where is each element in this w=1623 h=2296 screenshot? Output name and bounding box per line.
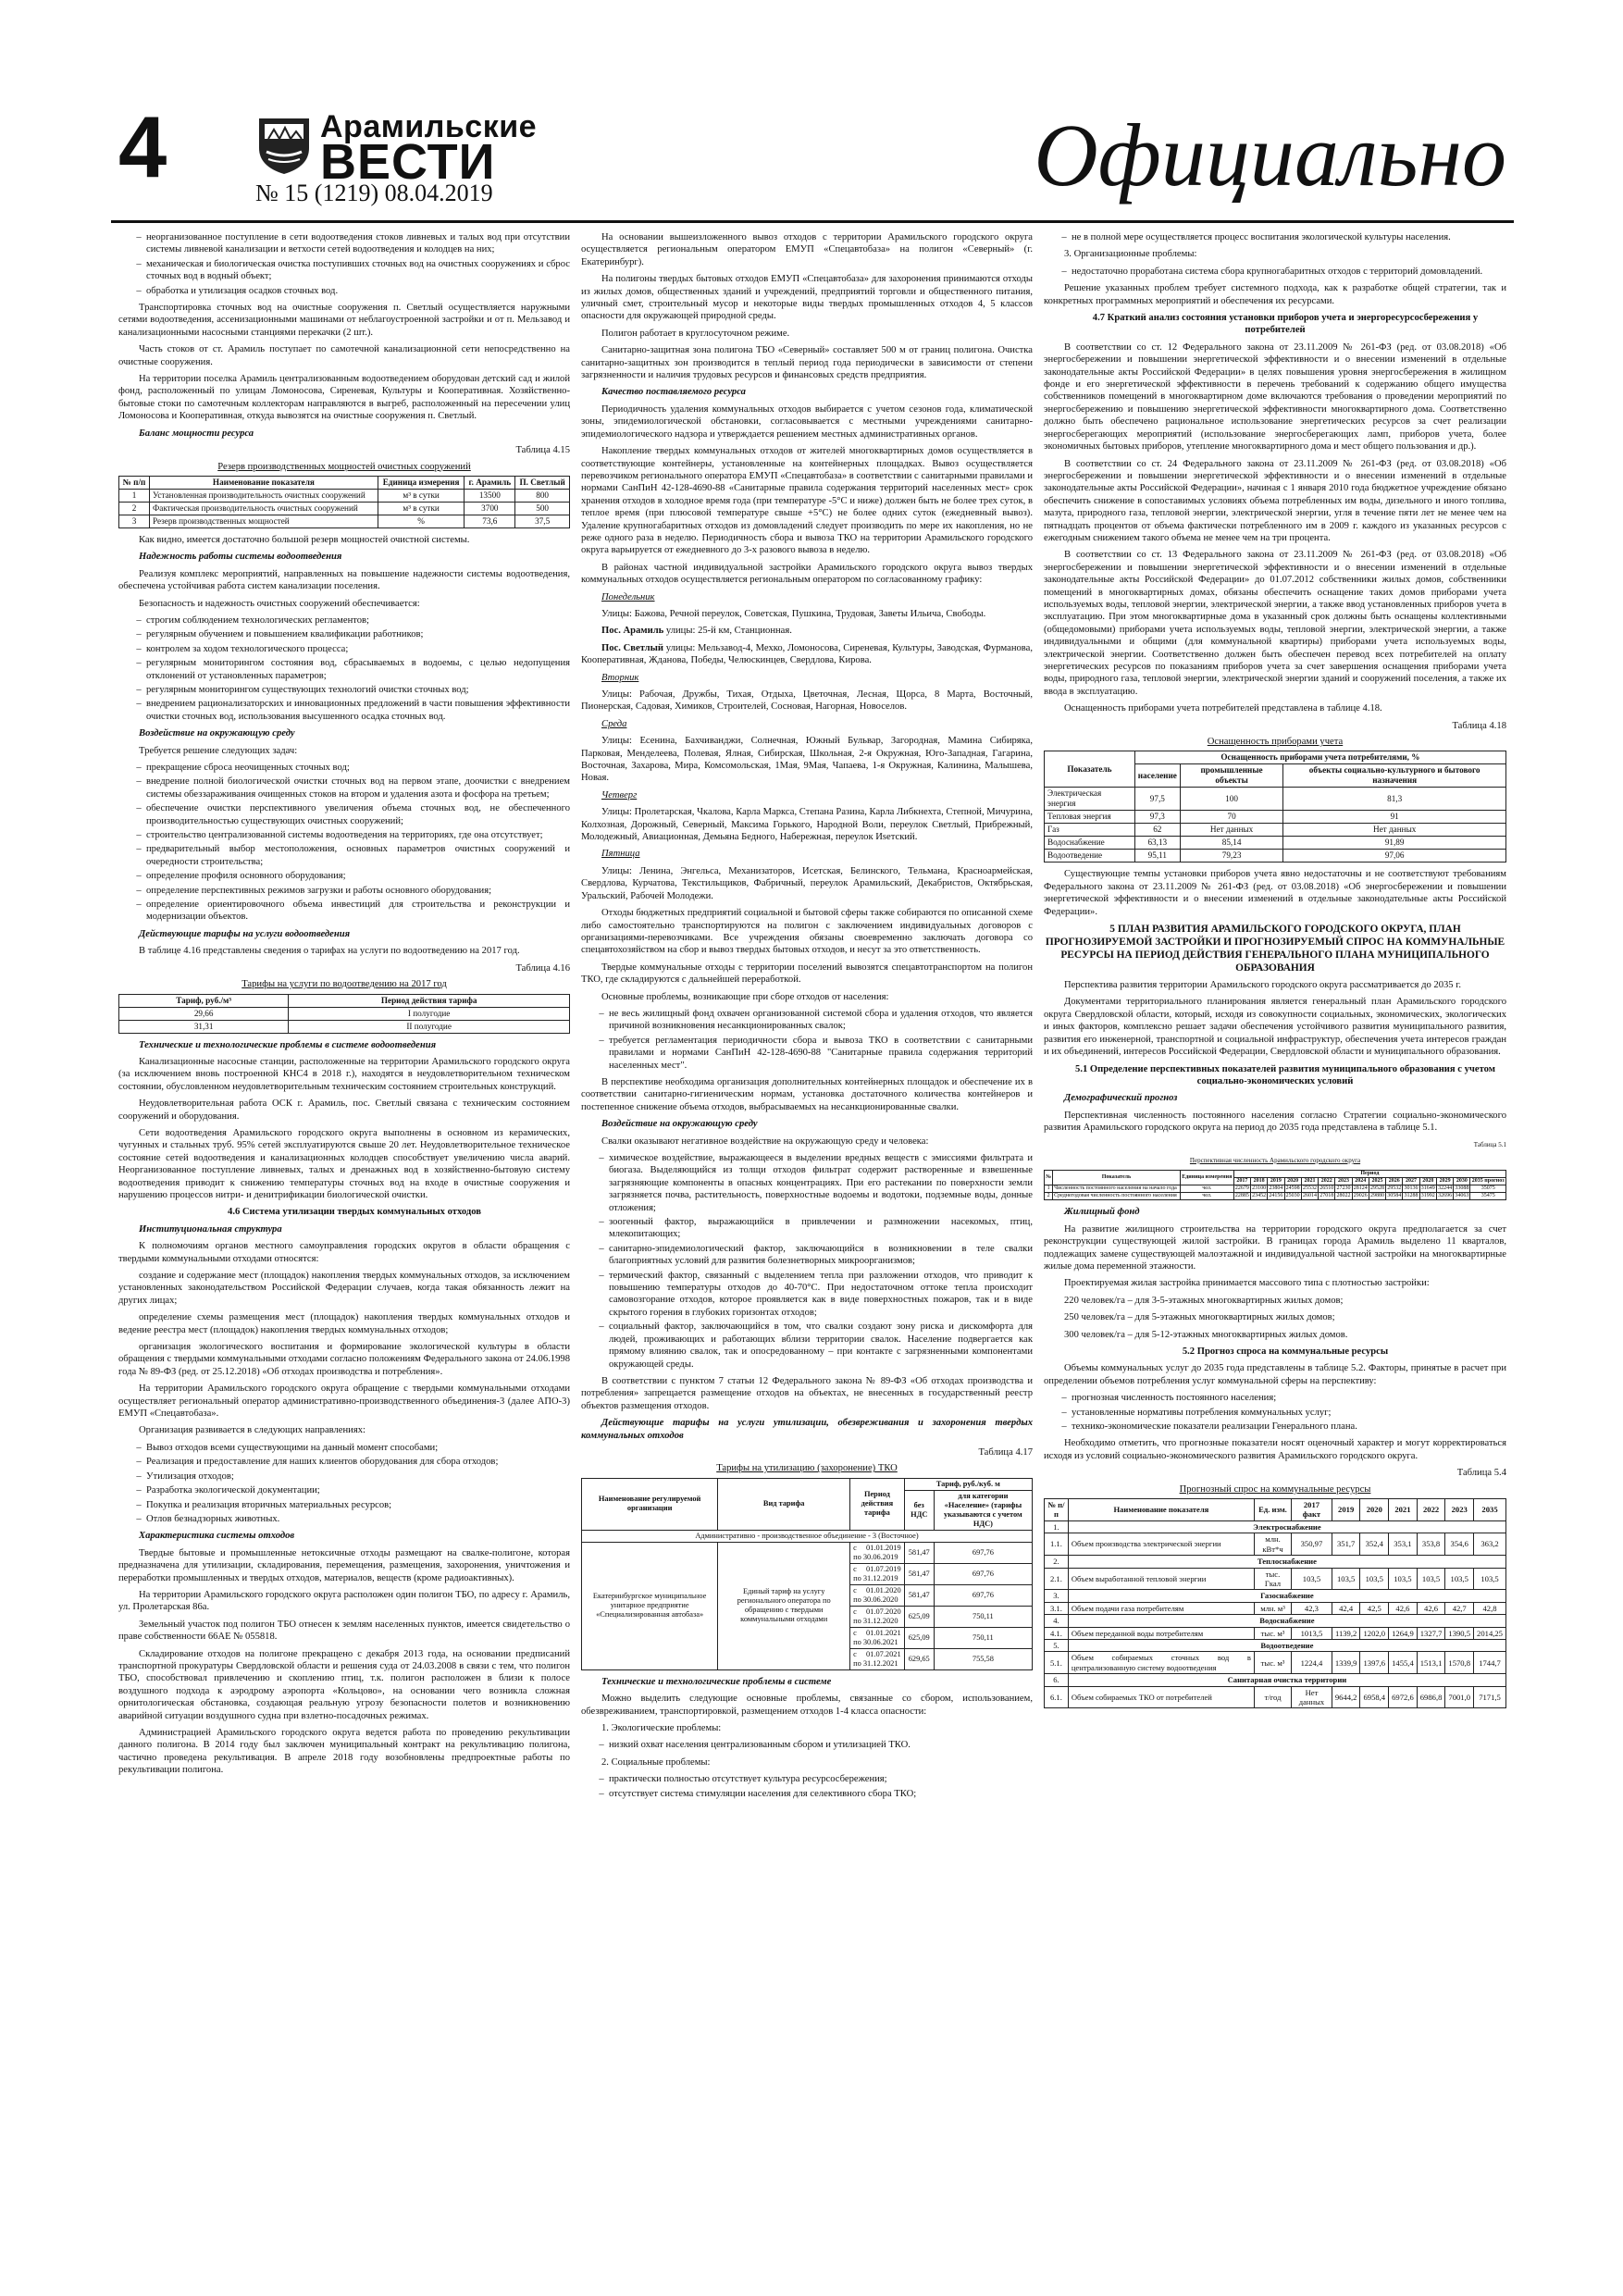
table-number: Таблица 5.1 <box>1473 1140 1506 1148</box>
paragraph: 2. Социальные проблемы: <box>601 1756 711 1768</box>
list-item: • прогнозная численность постоянного населения; <box>1072 1392 1506 1404</box>
paragraph: Улицы: Пролетарская, Чкалова, Карла Маркса, Степана Разина, Карла Либкнехта, Степной, Мичурина, Колхозная, Дорожный, Северный, Максима Горького, Народной Воли, переулок Светлый, Прибрежный, Молодежный, Авиационная, Демьяна Бедного, Набережная, переулок Иsетский. <box>581 807 1033 843</box>
table-header: Тариф, руб./куб. м <box>904 1478 1032 1490</box>
list-item: • регулярным мониторингом состояния вод, сбрасываемых в водоемы, с целью недопущения отклонений от установленных параметров; <box>146 657 570 682</box>
header-divider <box>111 220 1514 223</box>
paragraph: Организация развивается в следующих направлениях: <box>139 1425 365 1436</box>
paragraph: Администрацией Арамильского городского округа ведется работа по проведению рекультивации данного полигона. В 2014 году был заключен муниципальный контракт на рекультивацию полигона, частично проведена рекультивация. В апреле 2018 году возобновлены предпроектные работы по рекультивации полигона. <box>118 1728 570 1776</box>
table-header: Наименование показателя <box>150 476 378 489</box>
subheading: Действующие тарифы на услуги водоотведения <box>139 928 351 939</box>
table-row: 2 Фактическая производительность очистных сооружений м³ в сутки 3700 500 <box>119 502 570 515</box>
section-heading: 4.6 Система утилизации твердых коммунальных отходов <box>228 1207 481 1218</box>
subheading: Характеристика системы отходов <box>139 1531 295 1542</box>
waste-tariff-table <box>581 1478 1033 1670</box>
table-header: П. Светлый <box>515 476 570 489</box>
table-header: г. Арамиль <box>465 476 515 489</box>
list-item: • санитарно-эпидемиологический фактор, заключающийся в возникновении в теле свалки благоприятных условий для развития болезнетворных микроорганизмов; <box>609 1243 1033 1268</box>
weekday-label: Понедельник <box>601 591 655 602</box>
table-caption: Тарифы на услуги по водоотведению на 2017 год <box>242 979 447 990</box>
table-row: Водоотведение 95,11 79,23 97,06 <box>1045 850 1506 863</box>
weekday-label: Пятница <box>601 849 640 860</box>
chapter-heading: 5 ПЛАН РАЗВИТИЯ АРАМИЛЬСКОГО ГОРОДСКОГО ОКРУГА, ПЛАН ПРОГНОЗИРУЕМОЙ ЗАСТРОЙКИ И ПРОГНОЗИРУЕМЫЙ СПРОС НА КОММУНАЛЬНЫЕ РЕСУРСЫ НА ПЕРИОД ДЕЙСТВИЯ ГЕНЕРАЛЬНОГО ПЛАНА МУНИЦИПАЛЬНОГО ОБРАЗОВАНИЯ <box>1045 924 1505 974</box>
table-row: 3.1. Объем подачи газа потребителям млн. м³ 42,3 42,4 42,5 42,6 42,6 42,7 42,8 <box>1045 1602 1506 1614</box>
paragraph: Необходимо отметить, что прогнозные показатели носят оценочный характер и могут корректироваться исходя из условий социально-экономического развития Арамильского городского округа. <box>1044 1438 1506 1461</box>
list-item: • не весь жилищный фонд охвачен организованной системой сбора и удаления отходов, что является причиной возникновения несанкционированных свалок; <box>609 1008 1033 1033</box>
list-item: • определение профиля основного оборудования; <box>146 870 570 882</box>
table-row: 4.1. Объем переданной воды потребителям тыс. м³ 1013,5 1139,2 1202,0 1264,9 1327,7 1390,5 2014,25 <box>1045 1627 1506 1639</box>
list-item: • технико-экономические показатели реализации Генерального плана. <box>1072 1421 1506 1433</box>
masthead <box>118 98 1506 213</box>
paragraph: Проектируемая жилая застройка принимается массового типа с плотностью застройки: <box>1064 1278 1430 1289</box>
paragraph: В соответствии со ст. 12 Федерального закона от 23.11.2009 № 261-ФЗ (ред. от 03.08.2018) «Об энергосбережении и повышении энергетической эффективности и о внесении изменений в отдельные законодательные акты Российской Федерации» в целях повышения уровня энергосбережения в жилищном фонде и его энергетической эффективности в перечень требований к содержанию общего имущества собственников помещений в многоквартирном доме включаются требования о проведении мероприятий по энергосбережению и повышению энергетической эффективности многоквартирного дома. Соответственно должно быть обеспечено рациональное использование энергетических ресурсов за счет реализации энергосберегающих мероприятий (использование энергосберегающих ламп, приборов учета, более экономичных бытовых приборов, утепление многоквартирного дома и мест общего пользования и др.). <box>1044 341 1506 453</box>
table-row: Водоснабжение 63,13 85,14 91,89 <box>1045 837 1506 850</box>
paragraph: Перспективная численность постоянного населения согласно Стратегии социально-экономического развития Арамильского городского округа на период до 2035 года представлена в таблице 5.1. <box>1044 1110 1506 1134</box>
paragraph: Улицы: Рабочая, Дружбы, Тихая, Отдыха, Цветочная, Лесная, Щорса, 8 Марта, Восточный, Пионерская, Садовая, Химиков, Строителей, Сосновая, Нагорная, Новоселов. <box>581 689 1033 713</box>
list-item: • социальный фактор, заключающийся в том, что свалки создают зону риска и дискомфорта для людей, проживающих и работающих вблизи территории свалок. Население подвергается как прямому влиянию свалок, так и опосредованному – при контакте с загрязненными компонентами окружающей среды. <box>609 1321 1033 1371</box>
table-number: Таблица 5.4 <box>1456 1468 1506 1479</box>
paragraph: На территории Арамильского городского округа расположен один полигон ТБО, по адресу г. Арамиль, ул. Пролетарская 86а. <box>118 1589 570 1613</box>
table-row: с 01.01.2021 по 30.06.2021 625,09 750,11 <box>582 1627 1033 1648</box>
list <box>118 1442 570 1525</box>
list-item: • неорганизованное поступление в сети водоотведения стоков ливневых и талых вод при отсутствии системы ливневой канализации и ветхости сетей водоотведения и колодцев на них; <box>146 231 570 256</box>
table-header: население <box>1134 764 1180 788</box>
table-header: Единица измерения <box>378 476 465 489</box>
list-item: • Реализация и предоставление для наших клиентов оборудования для сбора отходов; <box>146 1456 570 1468</box>
list-item: • обеспечение очистки перспективного увеличения объема сточных вод, не обеспеченного производительностью существующих очистных сооружений; <box>146 802 570 827</box>
list <box>581 1739 1033 1751</box>
paragraph: Земельный участок под полигон ТБО отнесен к землям населенных пунктов, имеется свидетельство о праве собственности 66АЕ № 055818. <box>118 1619 570 1643</box>
table-header: без НДС <box>904 1490 934 1530</box>
paragraph: На территории Арамильского городского округа обращение с твердыми коммунальными отходами осуществляет региональный оператор административно-производственного объединения-3 (далее АПО-3) ЕМУП «Спецавтобаза». <box>118 1384 570 1420</box>
paragraph: 3. Организационные проблемы: <box>1064 249 1197 260</box>
paragraph: Сети водоотведения Арамильского городского округа выполнены в основном из керамических, чугунных и стальных труб. 95% сетей эксплуатируются свыше 20 лет. Неудовлетворительное техническое состояние сетей водоотведения и канализационных колодцев способствует увеличению числа аварий. Неорганизованное поступление ливневых, талых и дренажных вод в хозяйственно-бытовую систему водоотведения приводит к снижению температуры сточных вод на входе в очистные сооружения и нарушению процессов нитри- и денитрификации биологической очистки. <box>118 1127 570 1200</box>
list-item: • установленные нормативы потребления коммунальных услуг; <box>1072 1407 1506 1419</box>
city-emblem-icon <box>255 111 313 176</box>
paragraph: организация экологического воспитания и формирование экологической культуры в области обращения с твердыми коммунальными отходами согласно положениям Федерального закона от 24.06.1998 года № 89-ФЗ (ред. от 25.12.2018) «Об отходах производства и потребления». <box>118 1342 570 1377</box>
table-number: Таблица 4.15 <box>515 445 570 456</box>
paragraph: Оснащенность приборами учета потребителей представлена в таблице 4.18. <box>1064 703 1382 714</box>
list-item: • Утилизация отходов; <box>146 1471 570 1483</box>
paragraph: Твердые бытовые и промышленные нетоксичные отходы размещают на свалке-полигоне, которая предназначена для утилизации, складирования, перемещения, размещения, захоронения, уничтожения и переработки промышленных и твердых отходов, материалов, веществ (кроме радиоактивных). <box>118 1547 570 1583</box>
paragraph: Документами территориального планирования является генеральный план Арамильского городского округа Свердловской области, который, исходя из совокупности социальных, экономических, экологических и иных факторов, комплексно решает задачи обеспечения устойчивого развития муниципального развития, развития его инженерной, транспортной и социальной инфраструктур, обеспечения учета интересов граждан и их объединений, интересов Российской Федерации, Свердловской области и муниципального образования. <box>1044 997 1506 1058</box>
table-row: Екатеринбургское муниципальное унитарное предприятие «Специализированная автобаза» Единый тариф на услугу регионального оператора по обращению с твердыми коммунальными отходами с 01.01.2019 по 30.06.2019 581,47 697,76 <box>582 1542 1033 1563</box>
paragraph: Свалки оказывают негативное воздействие на окружающую среду и человека: <box>601 1136 929 1147</box>
list-item: • обработка и утилизация осадков сточных вод. <box>146 285 570 297</box>
logo-top-text: Арамильские <box>320 109 538 144</box>
paragraph: Улицы: Бажова, Речной переулок, Советская, Пушкина, Трудовая, Заветы Ильича, Свободы. <box>601 608 986 619</box>
issue-number: № 15 (1219) 08.04.2019 <box>255 180 493 206</box>
paragraph: Складирование отходов на полигоне прекращено с декабря 2013 года, на основании предписаний транспортной прокуратуры Свердловской области и решения суда от 24.03.2008 в связи с тем, что полигон ТБО, способствовал привлечению и скоплению птиц, т.к. полигон расположен в близи к полосе воздушного подхода к аэродрому аэропорта «Кольцово», на основании чего возникла сложная орнитологическая обстановка, создающая реальную угрозу безопасности полетов и возникновению аварийной ситуации воздушного судна при взлетно-посадочных режимах. <box>118 1648 570 1721</box>
settlement-label: Пос. Светлый <box>601 642 663 653</box>
table-caption: Резерв производственных мощностей очистных сооружений <box>217 461 471 472</box>
table-caption: Тарифы на утилизацию (захоронение) ТКО <box>716 1463 898 1474</box>
table-header: для категории «Население» (тарифы указываются с учетом НДС) <box>934 1490 1032 1530</box>
subheading: Технические и технологические проблемы в системе <box>601 1676 832 1687</box>
paragraph: Объемы коммунальных услуг до 2035 года представлены в таблице 5.2. Факторы, принятые в расчет при определении объемов потребления услуг коммунальной сферы на перспективу: <box>1044 1363 1506 1386</box>
paragraph: Накопление твердых коммунальных отходов от жителей многоквартирных домов осуществляется в соответствующие контейнеры, установленные на контейнерных площадках. Вывоз осуществляется перевозчиком регионального оператора ЕМУП «Спецавтобаза» в соответствии с санитарными правилами и нормами СанПиН 42-128-4690-88 «Санитарные правила содержания территорий населенных мест» срок хранения отходов в холодное время года (при температуре -5°С и ниже) должен быть не более трех суток, в теплое время (при плюсовой температуре свыше +5°С) не более одних суток (ежедневный вывоз). Удаление крупногабаритных отходов из домовладений следует производить по мере их накопления, но не реже одного раза в неделю. Периодичность сбора и вывоза ТКО на территории Арамильского городского округа варьируется от ежедневного до 3-х разового вывоза в неделю. <box>581 446 1033 556</box>
subheading: Технические и технологические проблемы в системе водоотведения <box>139 1039 437 1050</box>
list <box>581 1008 1033 1072</box>
list-item: • зоогенный фактор, выражающийся в привлечении и размножении насекомых, птиц, млекопитающих; <box>609 1216 1033 1241</box>
table-section-row: 3. Газоснабжение <box>1045 1590 1506 1602</box>
table-section-row: 4. Водоснабжение <box>1045 1615 1506 1627</box>
list-item: • Разработка экологической документации; <box>146 1484 570 1496</box>
capacity-reserve-table <box>118 476 570 528</box>
table-header: промышленные объекты <box>1180 764 1282 788</box>
table-row: с 01.07.2021 по 31.12.2021 629,65 755,58 <box>582 1648 1033 1669</box>
table-header: Наименование регулируемой организации <box>582 1478 718 1530</box>
paragraph: Решение указанных проблем требует системного подхода, как к разработке общей стратегии, так и конкретных программных мероприятий и обеспечения их ресурсами. <box>1044 283 1506 306</box>
list-item: • внедрение полной биологической очистки сточных вод на первом этапе, доочистки с внедрением системы обеззараживания очищенных стоков на втором и удаления азота и фосфора на третьем; <box>146 776 570 800</box>
paragraph: В соответствии со ст. 24 Федерального закона от 23.11.2009 № 261-ФЗ (ред. от 03.08.2018) «Об энергосбережении и повышении энергетической эффективности и о внесении изменений в отдельные законодательные акты Российской Федерации», начиная с 1 января 2010 года бюджетное учреждение обязано обеспечить снижение в сопоставимых условиях объема потребленных им воды, дизельного и иного топлива, мазута, природного газа, тепловой энергии, электрической энергии, угля в течение пяти лет не менее чем на пятнадцать процентов от объема фактически потребленного им в 2009 г. каждого из указанных ресурсов с ежегодным снижением такого объема не менее чем на три процента. <box>1044 458 1506 543</box>
settlement-label: Пос. Арамиль <box>601 626 664 637</box>
list-item: • строительство централизованной системы водоотведения на территориях, где она отсутствует; <box>146 829 570 841</box>
list-item: • практически полностью отсутствует культура ресурсосбережения; <box>609 1773 1033 1785</box>
table-row: 2.1. Объем выработанной тепловой энергии тыс. Гкал 103,5 103,5 103,5 103,5 103,5 103,5 103,5 <box>1045 1568 1506 1590</box>
section-heading: 5.2 Прогноз спроса на коммунальные ресурсы <box>1182 1347 1389 1357</box>
population-forecast-table: № Показатель Единица измерения Период 2017 2018 2019 2020 2021 2022 2023 2024 2025 2026 2027 2028 2029 2030 2035 прогноз 1 Численность постоянного населения на начало года чел. 22679 23100 23804 24598 25532 26510 27230 28124 29528 29532 30136 31649 32244 33088 35075 2 Среднегодовая численность постоянного населения чел. 22885 23452 24156 25030 26014 27018 28022 29026 29880 30584 31288 31992 32696 34063 35475 <box>1046 1171 1505 1199</box>
list-item: • прекращение сброса неочищенных сточных вод; <box>146 762 570 774</box>
paragraph: Неудовлетворительная работа ОСК г. Арамиль, пос. Светлый связана с техническим состоянием сооружений и оборудования. <box>118 1098 570 1122</box>
wastewater-tariff-table <box>118 994 570 1034</box>
list <box>581 1152 1033 1371</box>
list <box>581 1773 1033 1800</box>
list-item: • определение ориентировочного объема инвестиций для строительства и реконструкции и модернизации объектов. <box>146 899 570 924</box>
paragraph: Твердые коммунальные отходы с территории поселений вывозятся спецавтотранспортом на полигон ТКО, где складируются с дальнейшей переработкой. <box>581 962 1033 986</box>
list <box>1044 1392 1506 1433</box>
table-section-row: 6. Санитарная очистка территории <box>1045 1674 1506 1686</box>
table-section-row: 1. Электроснабжение <box>1045 1520 1506 1533</box>
list-item: • механическая и биологическая очистка поступивших сточных вод на очистных сооружениях и сброс сточных вод в водный объект; <box>146 258 570 283</box>
subheading: Качество поставляемого ресурса <box>601 387 746 398</box>
subheading: Институциональная структура <box>139 1223 282 1235</box>
table-row: Газ 62 Нет данных Нет данных <box>1045 824 1506 837</box>
list <box>1044 231 1506 243</box>
logo-main-text: ВЕСТИ <box>320 134 496 190</box>
column-2 <box>581 231 1033 2277</box>
table-header: Вид тарифа <box>718 1478 850 1530</box>
table-header: Показатель <box>1045 751 1135 788</box>
paragraph: 250 человек/га – для 5-этажных многоквартирных жилых домов; <box>1064 1312 1335 1323</box>
subheading: Воздействие на окружающую среду <box>601 1119 758 1130</box>
subheading: Баланс мощности ресурса <box>139 428 254 439</box>
section-heading: 5.1 Определение перспективных показателей развития муниципального образования с учетом социально-экономических условий <box>1075 1063 1495 1086</box>
subheading: Жилищный фонд <box>1064 1207 1140 1218</box>
column-3 <box>1044 231 1506 2277</box>
paragraph: Канализационные насосные станции, расположенные на территории Арамильского городского округа (за исключением вновь построенной КНС4 в 2018 г.), находятся в неудовлетворительном техническом состоянии, обусловленном неудовлетворительным техническим состоянием строительных конструкций. <box>118 1056 570 1092</box>
list-item: • Покупка и реализация вторичных материальных ресурсов; <box>146 1499 570 1511</box>
paragraph: Санитарно-защитная зона полигона ТБО «Северный» составляет 500 м от границ полигона. Очистка санитарно-защитных зон производится в теплый период года периодически в зависимости от степени загрязненности и наличия трудовых ресурсов и финансовых средств предприятия. <box>581 345 1033 381</box>
subheading: Действующие тарифы на услуги утилизации, обезвреживания и захоронения твердых коммунальных отходов <box>581 1418 1033 1441</box>
table-header: Тариф, руб./м³ <box>119 994 289 1007</box>
paragraph: Улицы: Есенина, Бахчиванджи, Солнечная, Южный Бульвар, Загородная, Мамина Сибиряка, Парковая, Менделеева, Полевая, Ялная, Сибирская, Школьная, 2-я Окружная, Юго-Западная, Гагарина, Восточная, Захарова, Мира, Комсомольская, 1Мая, 9Мая, Чапаева, 1-я Окружная, Калинина, Малышева, Новая. <box>581 736 1033 784</box>
list-item: • регулярным обучением и повышением квалификации работников; <box>146 628 570 640</box>
table-number: Таблица 4.18 <box>1452 720 1506 731</box>
column-1 <box>118 231 570 2277</box>
table-header: Период действия тарифа <box>850 1478 905 1530</box>
list-item: • Вывоз отходов всеми существующими на данный момент способами; <box>146 1442 570 1454</box>
table-row: 5.1. Объем собираемых сточных вод в централизованную систему водоотведения тыс. м³ 1224,4 1339,9 1397,6 1455,4 1513,1 1570,8 1744,7 <box>1045 1652 1506 1674</box>
paragraph: На развитие жилищного строительства на территории городского округа предполагается за счет реконструкции существующей жилой застройки. В границах города Арамиль выделено 11 кварталов, подлежащих замене существующей малоэтажной и индивидуальной частной застройки на многоквартирные жилые дома переменной этажности. <box>1044 1223 1506 1272</box>
weekday-label: Четверг <box>601 789 638 800</box>
paragraph: Периодичность удаления коммунальных отходов выбирается с учетом сезонов года, климатической зоны, эпидемиологической обстановки, согласовывается с местными учреждениями санитарно-эпидемиологического надзора и утверждается решением местных административных органов. <box>581 403 1033 440</box>
paragraph: определение схемы размещения мест (площадок) накопления твердых коммунальных отходов и ведение реестра мест (площадок) накопления твердых коммунальных отходов; <box>118 1312 570 1335</box>
paragraph: Пос. Светлый улицы: Мельзавод-4, Мехко, Ломоносова, Сиреневая, Культуры, Заводская, Фурманова, Кооперативная, Жданова, Победы, Челюскинцев, Свердлова, Кирова. <box>581 642 1033 666</box>
table-row: 31,31 II полугодие <box>119 1020 570 1033</box>
table-section-row: 5. Водоотведение <box>1045 1639 1506 1651</box>
resource-demand-table: № п/п Наименование показателя Ед. изм. 2017 факт 2019 2020 2021 2022 2023 2035 1. Электроснабжение 1.1. Объем производства электрической энергии млн. кВт*ч 350,97 351,7 352,4 353,1 353,8 354,6 363,2 2. Теплоснабжение 2.1. Объем выработанной тепловой энергии тыс. Гкал 103,5 103,5 103,5 103,5 103,5 103,5 103,5 3. Газоснабжение 3.1. Объем подачи газа потребителям млн. м³ 42,3 42,4 42,5 42,6 42,6 42,7 42,8 4. Водоснабжение 4.1. Объем переданной воды потребителям тыс. м³ 1013,5 1139,2 1202,0 1264,9 1327,7 1390,5 2014,25 5. Водоотведение 5.1. Объем собираемых сточных вод в централизованную систему водоотведения тыс. м³ 1224,4 1339,9 1397,6 1455,4 1513,1 1570,8 1744,7 6. Санитарная очистка территории 6.1. Объем собираемых ТКО от потребителей т/год Нет данных 9644,2 6958,4 6972,6 6986,8 7001,0 7171,5 <box>1044 1498 1506 1708</box>
table-header: Период действия тарифа <box>289 994 570 1007</box>
table-caption: Перспективная численность Арамильского городского округа <box>1189 1156 1361 1164</box>
list-item: • не в полной мере осуществляется процесс воспитания экологической культуры населения. <box>1072 231 1506 243</box>
paragraph: На полигоны твердых бытовых отходов ЕМУП «Спецавтобаза» для захоронения принимаются отходы из жилых домов, общественных зданий и учреждений, предприятий торговли и общественного питания, уличный смет, строительный мусор и некоторые виды твердых промышленных отходов 4, 5 классов опасности для окружающей природной среды. <box>581 274 1033 322</box>
list <box>118 614 570 723</box>
list-item: • низкий охват населения централизованным сбором и утилизацией ТКО. <box>609 1739 1033 1751</box>
table-row: 29,66 I полугодие <box>119 1007 570 1020</box>
table-number: Таблица 4.16 <box>515 962 570 974</box>
paragraph: 1. Экологические проблемы: <box>601 1722 722 1733</box>
table-caption: Оснащенность приборами учета <box>1207 737 1344 748</box>
subheading: Демографический прогноз <box>1064 1093 1178 1104</box>
paragraph: Транспортировка сточных вод на очистные сооружения п. Светлый осуществляется наружными сетями водоотведения, ассенизационными машинами от неблагоустроенной застройки и от п. Мельзавод и канализационными насосными станциями перекачки (2 шт.). <box>118 303 570 338</box>
paragraph: Требуется решение следующих задач: <box>139 745 298 756</box>
table-row: с 01.07.2019 по 31.12.2019 581,47 697,76 <box>582 1563 1033 1584</box>
paragraph: В соответствии с пунктом 7 статьи 12 Федерального закона № 89-ФЗ «Об отходах производства и потребления» запрещается размещение отходов на объектах, не внесенных в государственный реестр объектов размещения отходов. <box>581 1375 1033 1411</box>
table-number: Таблица 4.17 <box>978 1446 1033 1458</box>
paragraph: Безопасность и надежность очистных сооружений обеспечивается: <box>139 598 420 609</box>
table-section-row: 2. Теплоснабжение <box>1045 1556 1506 1568</box>
table-row: Тепловая энергия 97,3 70 91 <box>1045 811 1506 824</box>
table-row: 1.1. Объем производства электрической энергии млн. кВт*ч 350,97 351,7 352,4 353,1 353,8 354,6 363,2 <box>1045 1533 1506 1556</box>
table-body <box>1045 1520 1506 1708</box>
table-row: с 01.01.2020 по 30.06.2020 581,47 697,76 <box>582 1584 1033 1606</box>
table-row: 2 Среднегодовая численность постоянного населения чел. 22885 23452 24156 25030 26014 27018 28022 29026 29880 30584 31288 31992 32696 34063 35475 <box>1045 1193 1506 1200</box>
paragraph: К полномочиям органов местного самоуправления городских округов в области обращения с твердыми коммунальными отходами относятся: <box>118 1241 570 1264</box>
paragraph: создание и содержание мест (площадок) накопления твердых коммунальных отходов, за исключением установленных законодательством Российской Федерации случаев, когда такая обязанность лежит на других лицах; <box>118 1271 570 1306</box>
paragraph: В перспективе необходима организация дополнительных контейнерных площадок и обеспечение их в соответствии санитарно-гигиеническим нормам, установка достаточного количества контейнеров и постепенное снижение объема отходов, выбрасываемых на несанкционированные свалки. <box>581 1076 1033 1112</box>
paragraph: Основные проблемы, возникающие при сборе отходов от населения: <box>601 991 889 1002</box>
list-item: • термический фактор, связанный с выделением тепла при разложении отходов, что приводит к повышению температуры отходов до 40-70°С. При недостаточном оттоке тепла происходит самовозгорание отходов, которое проявляется как в виде поверхностных пожаров, так и в виде скрытого горения в глубоких горизонтах отходов; <box>609 1270 1033 1320</box>
table-header: объекты социально-культурного и бытового назначения <box>1283 764 1506 788</box>
list-item: • требуется регламентация периодичности сбора и вывоза ТКО в соответствии с санитарными правилами и нормами СанПиН 42-128-4690-88 "Санитарные правила содержания территорий населенных мест". <box>609 1035 1033 1072</box>
paragraph: Отходы бюджетных предприятий социальной и бытовой сферы также собираются по описанной схеме либо самостоятельно транспортируются на полигон с заключением индивидуальных договоров с организациями-перевозчиками. Все учреждения обязаны своевременно заключать договора со спецавтохозяйством на сбор и вывоз твердых бытовых отходов, и несут за это ответственность. <box>581 908 1033 956</box>
table-row: с 01.07.2020 по 31.12.2020 625,09 750,11 <box>582 1606 1033 1627</box>
table-caption: Прогнозный спрос на коммунальные ресурсы <box>1179 1483 1371 1495</box>
table-row: 6.1. Объем собираемых ТКО от потребителей т/год Нет данных 9644,2 6958,4 6972,6 6986,8 7001,0 7171,5 <box>1045 1686 1506 1708</box>
list-item: • внедрением рационализаторских и инновационных предложений в части повышения эффективности очистки сточных вод, использования высушенного осадка сточных вод. <box>146 698 570 723</box>
paragraph: 220 человек/га – для 3-5-этажных многоквартирных жилых домов; <box>1064 1295 1344 1306</box>
list-item: • предварительный выбор местоположения, основных параметров очистных сооружений и очередности строительства; <box>146 843 570 868</box>
table-header: № п/п <box>119 476 150 489</box>
paragraph: На основании вышеизложенного вывоз отходов с территории Арамильского городского округа осуществляется региональным оператором ЕМУП «Спецавтобаза» на полигон «Северный» (г. Екатеринбург). <box>581 232 1033 267</box>
paragraph: Пос. Арамиль улицы: 25-й км, Станционная. <box>601 626 792 637</box>
list-item: • Отлов безнадзорных животных. <box>146 1513 570 1525</box>
table-header: Оснащенность приборами учета потребителями, % <box>1134 751 1505 764</box>
weekday-label: Вторник <box>601 672 639 683</box>
subheading: Воздействие на окружающую среду <box>139 728 295 739</box>
list-item: • контролем за ходом технологического процесса; <box>146 643 570 655</box>
page-number: 4 <box>118 98 167 195</box>
list-item: • строгим соблюдением технологических регламентов; <box>146 614 570 627</box>
paragraph: Полигон работает в круглосуточном режиме. <box>601 328 790 339</box>
list <box>118 762 570 924</box>
paragraph: Улицы: Ленина, Энгельса, Механизаторов, Исетская, Белинского, Тельмана, Красноармейская, Свердлова, Курчатова, Текстильщиков, Фабричный, переулок Арамильский, Декабристов, Октябрьская, Уральский, Рабочей Молодежи. <box>581 865 1033 901</box>
subheading: Надежность работы системы водоотведения <box>139 552 342 563</box>
paragraph: Как видно, имеется достаточно большой резерв мощностей очистной системы. <box>139 534 470 545</box>
paragraph: На территории поселка Арамиль централизованным водоотведением оборудован детский сад и жилой фонд, расположенный по улицам Ломоносова, Сиреневая, Культуры и Кооперативная. Хозяйственно-бытовые стоки по самотечным коллекторам направляются в выгреб, расположенный на пересечении улиц Ломоносова и Кооперативная, откуда вывозятся на очистные сооружения п. Светлый. <box>118 374 570 422</box>
paragraph: Часть стоков от ст. Арамиль поступает по самотечной канализационной сети непосредственно на очистные сооружения. <box>118 344 570 367</box>
metering-table <box>1044 751 1506 863</box>
paragraph: В соответствии со ст. 13 Федерального закона от 23.11.2009 № 261-ФЗ (ред. от 03.08.2018) «Об энергосбережении и повышении энергетической эффективности и о внесении изменений в отдельные законодательные акты Российской Федерации» до 01.07.2012 собственники жилых домов, собственники помещений в многоквартирных домах, обязаны обеспечить оснащение таких домов приборами учета используемых воды, тепловой энергии, электрической энергии, а также ввод установленных приборов учета в эксплуатацию. При этом многоквартирные дома в указанный срок должны быть оснащены коллективными (общедомовыми) приборами учета используемых воды, тепловой энергии, электрической энергии, а также индивидуальными и общими (для коммунальной квартиры) приборами учета используемых воды, электрической энергии. Соответственно должен быть обеспечен перевод всех потребителей на оплату энергетических ресурсов по показаниям приборов учета за счет завершения оснащения приборами учета воды, природного газа, тепловой энергии, электрической энергии зданий и сооружений поселения, а также их ввода в эксплуатацию. <box>1044 550 1506 697</box>
list-item: • химическое воздействие, выражающееся в выделении вредных веществ с эмиссиями фильтрата и биогаза. Выделяющийся из толщи отходов фильтрат содержит растворенные и взвешенные загрязняющие компоненты в опасных концентрациях. При его растекании по поверхности земли загрязняется почва, растительность, поверхностные водоемы и водотоки, подземные воды, донные отложения; <box>609 1152 1033 1214</box>
paragraph: Перспектива развития территории Арамильского городского округа рассматривается до 2035 г. <box>1064 980 1462 991</box>
table-row: Электрическая энергия 97,5 100 81,3 <box>1045 788 1506 811</box>
list-item: • определение перспективных режимов загрузки и работы основного оборудования; <box>146 885 570 897</box>
table-subheader: Административно - производственное объединение - 3 (Восточное) <box>582 1530 1033 1542</box>
paragraph: В таблице 4.16 представлены сведения о тарифах на услуги по водоотведению на 2017 год. <box>139 946 520 957</box>
table-row: 3 Резерв производственных мощностей % 73,6 37,5 <box>119 515 570 527</box>
table-row: 1 Установленная производительность очистных сооружений м³ в сутки 13500 800 <box>119 489 570 502</box>
section-title: Официально <box>1034 105 1506 205</box>
weekday-label: Среда <box>601 718 627 729</box>
paragraph: В районах частной индивидуальной застройки Арамильского городского округа вывоз твердых коммунальных отходов осуществляется региональным оператором по согласованному графику: <box>581 562 1033 586</box>
list <box>1044 266 1506 278</box>
table-row: 1 Численность постоянного населения на начало года чел. 22679 23100 23804 24598 25532 26510 27230 28124 29528 29532 30136 31649 32244 33088 35075 <box>1045 1185 1506 1193</box>
paragraph: Реализуя комплекс мероприятий, направленных на повышение надежности системы водоотведения, обеспечена устойчивая работа систем канализации поселения. <box>118 568 570 592</box>
paragraph: Можно выделить следующие основные проблемы, связанные со сбором, использованием, обезвреживанием, транспортировкой, размещением отходов 1-4 класса опасности: <box>581 1694 1033 1717</box>
list-item: • регулярным мониторингом существующих технологий очистки сточных вод; <box>146 684 570 696</box>
list-item: • отсутствует система стимуляции населения для селективного сбора ТКО; <box>609 1788 1033 1800</box>
list-item: • недостаточно проработана система сбора крупногабаритных отходов с территорий домовладений. <box>1072 266 1506 278</box>
section-heading: 4.7 Краткий анализ состояния установки приборов учета и энергоресурсосбережения у потребителей <box>1092 313 1479 336</box>
list <box>118 231 570 297</box>
paragraph: Существующие темпы установки приборов учета явно недостаточны и не соответствуют требованиям Федерального закона от 23.11.2009 № 261-ФЗ (ред. от 03.08.2018) «Об энергосбережении и повышении энергетической эффективности и о внесении изменений в отдельные законодательные акты Российской Федерации». <box>1044 869 1506 917</box>
paragraph: 300 человек/га – для 5-12-этажных многоквартирных жилых домов. <box>1064 1329 1348 1340</box>
